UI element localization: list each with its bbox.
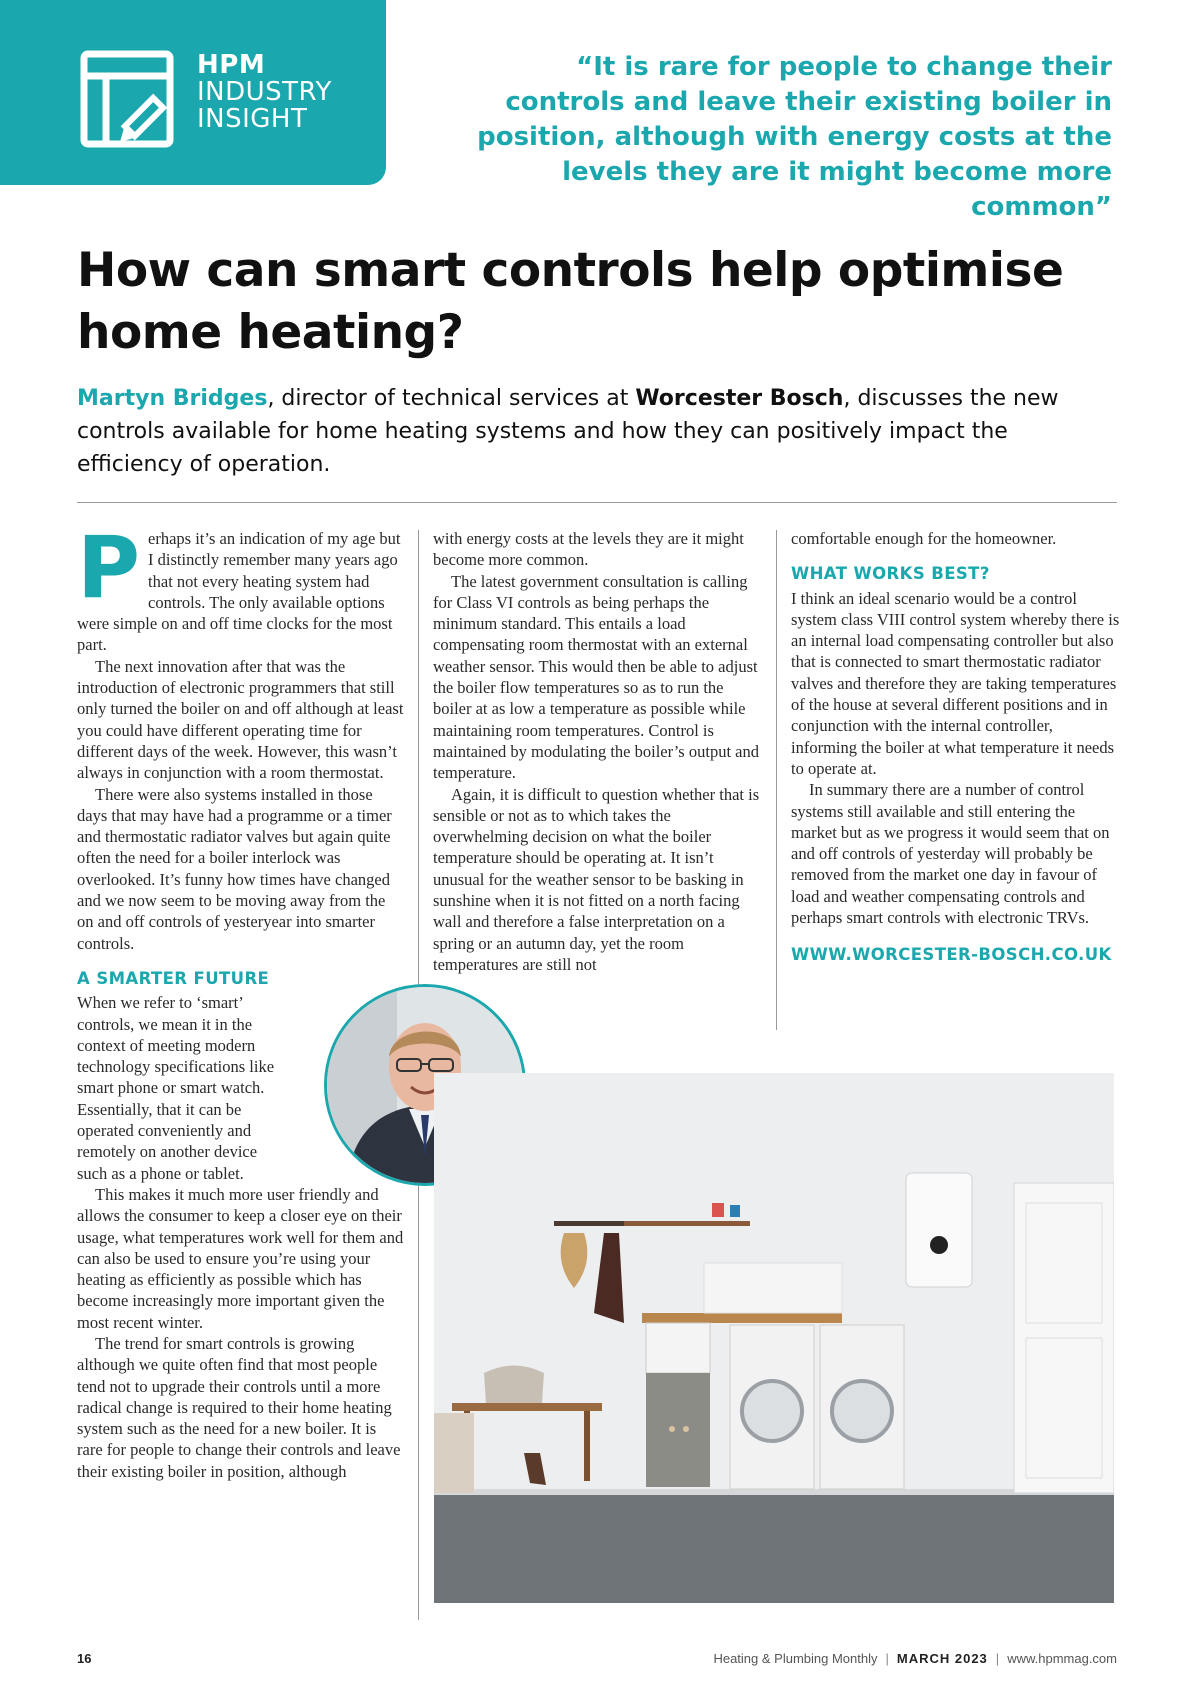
utility-room-image <box>434 1073 1114 1603</box>
brand-line-1: HPM <box>197 50 266 80</box>
footer-website[interactable]: www.hpmmag.com <box>1007 1651 1117 1666</box>
brand-line-3: INSIGHT <box>197 104 308 134</box>
article-column-1 <box>77 518 405 1482</box>
paragraph: I think an ideal scenario would be a control system class VIII control system whereby there is an internal load compensating controller but also that is connected to smart thermostatic radiator valves and therefore they are taking temperatures of the house at several different positions and in conjunction with the internal controller, informing the boiler at what temperature it needs to operate at. <box>791 588 1120 778</box>
page-number: 16 <box>77 1651 92 1666</box>
article-headline: How can smart controls help optimise home heating? <box>77 243 1064 360</box>
pencil-document-icon <box>80 50 176 150</box>
section-label <box>197 52 332 133</box>
footer-separator: | <box>995 1651 1000 1666</box>
brand-line-2: INDUSTRY <box>197 77 332 107</box>
drop-cap: P <box>77 518 141 618</box>
author-role: , director of technical services at <box>267 386 636 411</box>
company-name: Worcester Bosch <box>635 386 844 411</box>
header-divider <box>77 502 1117 503</box>
pull-quote: “It is rare for people to change their controls and leave their existing boiler in position, although with energy costs at the levels they are it might become more common” <box>477 52 1112 222</box>
paragraph: When we refer to ‘smart’ controls, we mean it in the context of meeting modern technology specifications like smart phone or smart watch. Essentially, that it can be operated conveniently and remotely on another device such as a phone or tablet. <box>77 993 275 1183</box>
paragraph: with energy costs at the levels they are it might become more common. <box>433 529 744 570</box>
issue-date: MARCH 2023 <box>896 1651 988 1666</box>
footer-meta <box>700 1651 1117 1666</box>
paragraph: comfortable enough for the homeowner. <box>791 529 1057 548</box>
subheading: A SMARTER FUTURE <box>77 968 270 988</box>
website-link[interactable]: WWW.WORCESTER-BOSCH.CO.UK <box>791 945 1112 965</box>
paragraph: In summary there are a number of control systems still available and still entering the market but as we progress it would seem that on and off controls of yesterday will probably be removed from the market one day in favour of load and weather compensating controls and perhaps smart controls with electronic TRVs. <box>791 780 1110 928</box>
subheading: WHAT WORKS BEST? <box>791 564 990 584</box>
article-column-2 <box>433 528 763 975</box>
section-tab <box>0 0 386 185</box>
paragraph: There were also systems installed in those days that may have had a programme or a timer and thermostatic radiator valves but again quite often the need for a boiler interlock was overlooked. It’s funny how times have changed and we now seem to be moving away from the on and off controls of yesteryear into smarter controls. <box>77 784 392 953</box>
paragraph: The latest government consultation is calling for Class VI controls as being perhaps the minimum standard. This entails a load compensating room thermostat with an external weather sensor. This would then be able to adjust the boiler flow temperatures so as to run the boiler at as low a temperature as possible while maintaining room temperatures. Control is maintained by modulating the boiler’s output and temperature. <box>433 571 759 783</box>
footer-separator: | <box>885 1651 889 1666</box>
publication-name: Heating & Plumbing Monthly <box>713 1651 878 1666</box>
paragraph: The trend for smart controls is growing although we quite often find that most people tend not to upgrade their controls until a more radical change is required to their home heating system such as the need for a new boiler. It is rare for people to change their controls and leave their existing boiler in position, although <box>77 1333 401 1481</box>
author-name: Martyn Bridges <box>77 386 268 411</box>
paragraph <box>77 518 405 656</box>
paragraph: Again, it is difficult to question whether that is sensible or not as to which takes the overwhelming decision on what the boiler temperature should be operating at. It isn’t unusual for the weather sensor to be basking in sunshine when it is not fitted on a north facing wall and therefore a false interpretation on a spring or an autumn day, yet the room temperatures are still not <box>433 784 760 974</box>
standfirst <box>77 382 1117 481</box>
paragraph: This makes it much more user friendly and allows the consumer to keep a closer eye on their usage, what temperatures work well for them and can also be used to ensure you’re using your heating as efficiently as possible which has become increasingly more important given the most recent winter. <box>77 1184 404 1332</box>
standfirst-rest: , discusses the new controls available for home heating systems and how they can positively impact the efficiency of operation. <box>77 386 1059 477</box>
column-divider <box>776 530 777 1030</box>
paragraph-text: erhaps it’s an indication of my age but I distinctly remember many years ago that not every heating system had controls. The only available options were simple on and off time clocks for the most part. <box>77 529 401 655</box>
utility-room-photo <box>434 1073 1114 1603</box>
paragraph: The next innovation after that was the introduction of electronic programmers that still only turned the boiler on and off although at least you could have different operating time for different days of the week. However, this wasn’t always in conjunction with a room thermostat. <box>77 656 404 783</box>
article-column-3 <box>791 528 1121 966</box>
